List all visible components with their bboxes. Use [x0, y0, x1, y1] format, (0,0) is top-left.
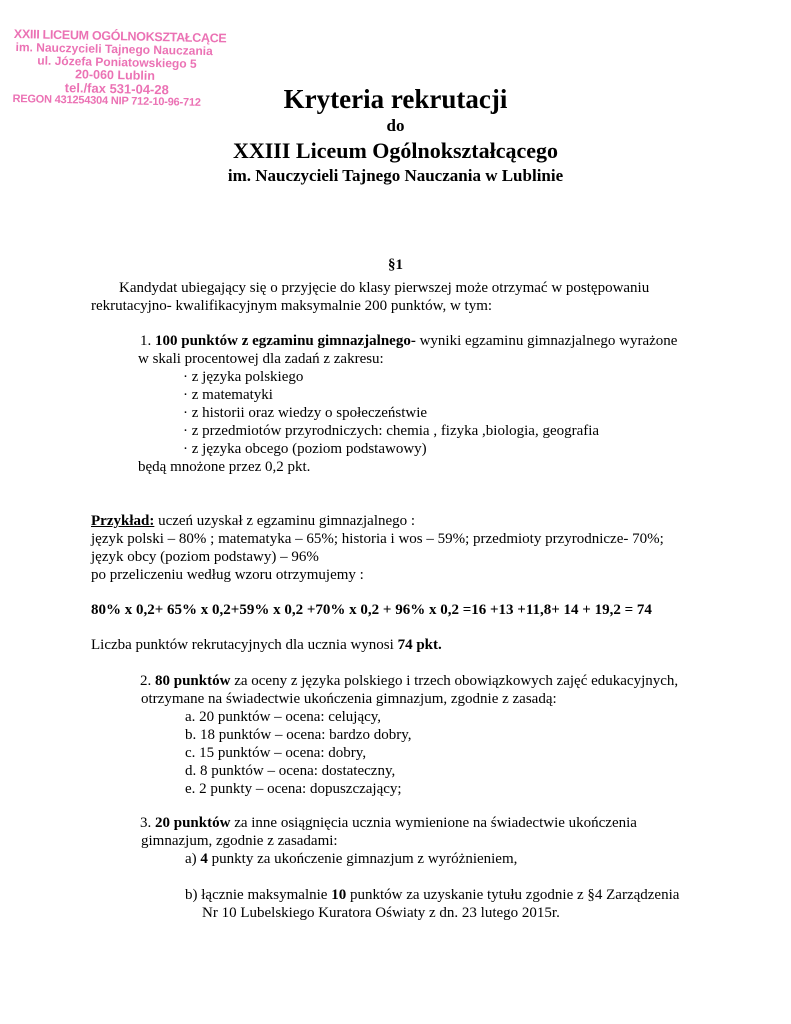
grade-item: e. 2 punkty – ocena: dopuszczający; — [185, 781, 402, 797]
grade-item: b. 18 punktów – ocena: bardzo dobry, — [185, 727, 412, 743]
school-patron: im. Nauczycieli Tajnego Nauczania w Lublinie — [227, 166, 564, 185]
criterion-points: 80 punktów — [155, 673, 231, 689]
criterion-1 — [140, 332, 677, 350]
result-value: 74 pkt. — [397, 637, 442, 653]
achievement-item — [185, 850, 517, 868]
subject-item: · z przedmiotów przyrodniczych: chemia , fizyka ,biologia, geografia — [183, 423, 600, 439]
title-connector: do — [386, 116, 405, 135]
criterion-number: 1. — [140, 333, 152, 349]
example-line — [91, 512, 415, 530]
achievement-item — [185, 886, 679, 904]
grade-item: d. 8 punktów – ocena: dostateczny, — [185, 763, 396, 779]
criterion-text: gimnazjum, zgodnie z zasadami: — [141, 833, 338, 849]
criterion-number: 2. — [140, 673, 152, 689]
grade-item: a. 20 punktów – ocena: celujący, — [185, 709, 382, 725]
criterion-number: 3. — [140, 815, 152, 831]
intro-line: rekrutacyjno- kwalifikacyjnym maksymalnie 200 punktów, w tym: — [91, 298, 493, 314]
criterion-points: 100 punktów z egzaminu gimnazjalnego- — [155, 333, 416, 349]
criterion-text: za oceny z języka polskiego i trzech obowiązkowych zajęć edukacyjnych, — [230, 673, 679, 689]
criterion-text: wyniki egzaminu gimnazjalnego wyrażone — [415, 333, 678, 349]
multiplier-note: będą mnożone przez 0,2 pkt. — [138, 459, 311, 475]
achievement-text: Nr 10 Lubelskiego Kuratora Oświaty z dn. 23 lutego 2015r. — [202, 905, 560, 921]
achievement-prefix: a) — [185, 851, 201, 867]
stamp-line: 20-060 Lublin — [74, 67, 156, 83]
criterion-3 — [140, 814, 637, 832]
achievement-text: punktów za uzyskanie tytułu zgodnie z §4 Zarządzenia — [346, 887, 680, 903]
document-title: Kryteria rekrutacji — [283, 84, 508, 114]
example-label: Przykład: — [91, 513, 155, 529]
criterion-2 — [140, 672, 678, 690]
criterion-points: 20 punktów — [155, 815, 231, 831]
intro-line: Kandydat ubiegający się o przyjęcie do klasy pierwszej może otrzymać w postępowaniu — [119, 280, 650, 296]
stamp-line: REGON 431254304 NIP 712-10-96-712 — [12, 92, 201, 109]
grade-item: c. 15 punktów – ocena: dobry, — [185, 745, 367, 761]
example-text: uczeń uzyskał z egzaminu gimnazjalnego : — [154, 513, 416, 529]
achievement-prefix: b) łącznie maksymalnie — [185, 887, 332, 903]
criterion-text: za inne osiągnięcia ucznia wymienione na świadectwie ukończenia — [230, 815, 637, 831]
result-text: Liczba punktów rekrutacyjnych dla ucznia wynosi — [91, 637, 398, 653]
example-line: po przeliczeniu według wzoru otrzymujemy : — [91, 567, 364, 583]
subject-item: · z języka obcego (poziom podstawowy) — [183, 441, 427, 457]
stamp-line: tel./fax 531-04-28 — [64, 80, 169, 98]
stamp-line: XXIII LICEUM OGÓLNOKSZTAŁCĄCE — [13, 27, 227, 46]
stamp-line: im. Nauczycieli Tajnego Nauczania — [15, 40, 213, 59]
example-line: język obcy (poziom podstawy) – 96% — [91, 549, 319, 565]
example-line: język polski – 80% ; matematyka – 65%; historia i wos – 59%; przedmioty przyrodnicze- 70%; — [91, 531, 664, 547]
criterion-text: otrzymane na świadectwie ukończenia gimnazjum, zgodnie z zasadą: — [141, 691, 557, 707]
subject-item: · z historii oraz wiedzy o społeczeństwie — [183, 405, 428, 421]
example-formula: 80% x 0,2+ 65% x 0,2+59% x 0,2 +70% x 0,2 + 96% x 0,2 =16 +13 +11,8+ 14 + 19,2 = 74 — [91, 602, 652, 618]
achievement-text: punkty za ukończenie gimnazjum z wyróżnieniem, — [207, 851, 518, 867]
subject-item: · z matematyki — [183, 387, 273, 403]
example-result — [91, 636, 442, 654]
achievement-points: 4 — [200, 851, 208, 867]
paragraph-symbol: §1 — [388, 257, 403, 273]
criterion-text: w skali procentowej dla zadań z zakresu: — [138, 351, 384, 367]
achievement-points: 10 — [331, 887, 347, 903]
subject-item: · z języka polskiego — [183, 369, 304, 385]
stamp-line: ul. Józefa Poniatowskiego 5 — [37, 53, 197, 71]
school-name: XXIII Liceum Ogólnokształcącego — [232, 138, 559, 163]
